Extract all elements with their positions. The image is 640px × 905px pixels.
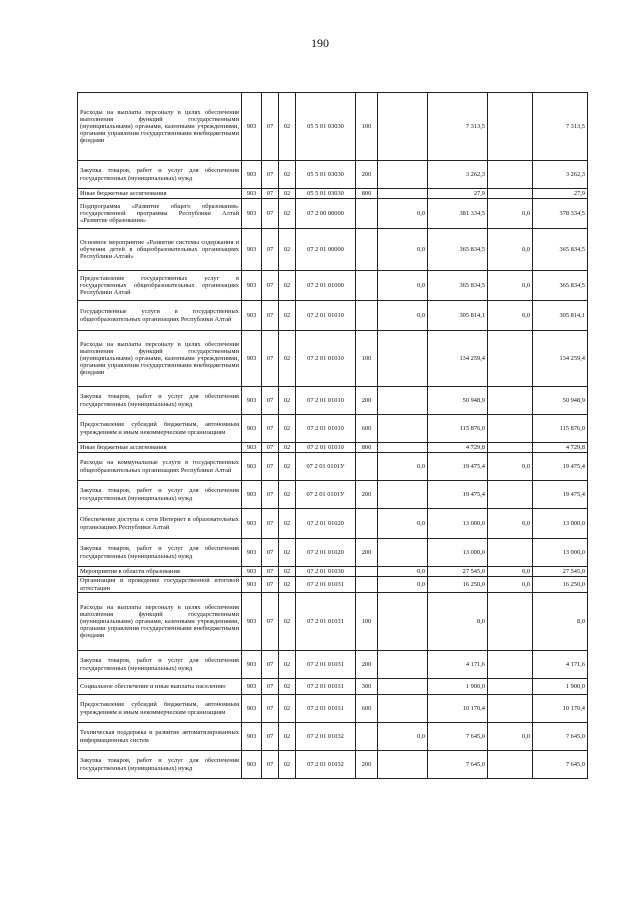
row-amount-2: 4 171,6 [428,651,488,679]
table-row [78,331,588,387]
row-ministry-code: 903 [242,577,262,593]
row-amount-2: 27,9 [428,189,488,199]
row-amount-2: 1 900,0 [428,679,488,695]
budget-table [77,92,588,779]
row-target-article: 07 2 01 01032 [296,723,356,751]
row-amount-4: 50 948,9 [533,387,588,415]
row-target-article: 07 2 01 01000 [296,271,356,301]
row-expense-type [356,577,378,593]
row-amount-2: 134 259,4 [428,331,488,387]
row-ministry-code: 903 [242,453,262,481]
row-description: Закупка товаров, работ и услуг для обеспечения государственных (муниципальных) нужд [78,751,242,779]
table-row [78,539,588,567]
row-amount-3 [488,415,533,443]
row-amount-2: 13 000,0 [428,509,488,539]
row-target-article: 07 2 01 01031 [296,593,356,651]
row-amount-2: 16 250,0 [428,577,488,593]
row-section-code: 07 [262,415,279,443]
row-amount-1 [378,161,428,189]
row-subsection-code: 02 [279,751,296,779]
row-target-article: 07 2 00 00000 [296,199,356,229]
table-row [78,567,588,577]
row-target-article: 07 2 01 01030 [296,567,356,577]
row-amount-2: 115 876,0 [428,415,488,443]
row-amount-3: 0,0 [488,199,533,229]
row-ministry-code: 903 [242,301,262,331]
row-amount-2: 27 545,0 [428,567,488,577]
row-expense-type: 200 [356,161,378,189]
row-subsection-code: 02 [279,161,296,189]
table-row [78,453,588,481]
row-subsection-code: 02 [279,229,296,271]
row-expense-type [356,301,378,331]
row-ministry-code: 903 [242,199,262,229]
row-description: Закупка товаров, работ и услуг для обеспечения государственных (муниципальных) нужд [78,481,242,509]
row-amount-4: 27 545,0 [533,567,588,577]
table-row [78,189,588,199]
page-number: 190 [311,36,329,50]
row-ministry-code: 903 [242,593,262,651]
row-target-article: 07 2 01 01010 [296,331,356,387]
table-row [78,695,588,723]
row-description: Предоставление субсидий бюджетным, автономным учреждениям и иным некоммерческим организациям [78,415,242,443]
row-section-code: 07 [262,723,279,751]
row-description: Расходы на выплаты персоналу в целях обеспечения выполнения функций государственными (муниципальными) органами, казенными учреждениями, органами управления государственными внебюджетными фондами [78,593,242,651]
row-subsection-code: 02 [279,723,296,751]
row-expense-type [356,567,378,577]
row-amount-3 [488,189,533,199]
row-description: Закупка товаров, работ и услуг для обеспечения государственных (муниципальных) нужд [78,161,242,189]
row-amount-1: 0,0 [378,453,428,481]
row-amount-3 [488,539,533,567]
row-amount-4: 115 876,0 [533,415,588,443]
row-target-article: 07 2 01 01031 [296,651,356,679]
row-amount-1 [378,387,428,415]
row-expense-type: 600 [356,415,378,443]
row-expense-type: 200 [356,751,378,779]
row-amount-2: 365 834,5 [428,229,488,271]
row-ministry-code: 903 [242,723,262,751]
row-target-article: 07 2 01 01031 [296,679,356,695]
row-amount-3: 0,0 [488,229,533,271]
row-ministry-code: 903 [242,509,262,539]
row-amount-2: 305 814,1 [428,301,488,331]
row-section-code: 07 [262,443,279,453]
row-description: Основное мероприятие «Развитие системы содержания и обучения детей в общеобразовательных организациях Республики Алтай» [78,229,242,271]
row-subsection-code: 02 [279,539,296,567]
row-description: Государственные услуги в государственных общеобразовательных организациях Республики Алтай [78,301,242,331]
row-expense-type [356,271,378,301]
table-row [78,481,588,509]
row-amount-4: 378 334,5 [533,199,588,229]
row-subsection-code: 02 [279,481,296,509]
row-target-article: 07 2 01 01020 [296,539,356,567]
row-section-code: 07 [262,271,279,301]
row-subsection-code: 02 [279,331,296,387]
row-section-code: 07 [262,199,279,229]
row-description: Подпрограмма «Развитие общего образования» государственной программы Республики Алтай «Развитие образования» [78,199,242,229]
row-ministry-code: 903 [242,539,262,567]
row-amount-3: 0,0 [488,453,533,481]
row-expense-type: 600 [356,695,378,723]
row-section-code: 07 [262,229,279,271]
row-amount-2: 19 475,4 [428,453,488,481]
row-amount-1: 0,0 [378,229,428,271]
row-amount-1 [378,189,428,199]
row-expense-type [356,229,378,271]
row-ministry-code: 903 [242,271,262,301]
row-description: Мероприятия в области образования [78,567,242,577]
row-ministry-code: 903 [242,331,262,387]
table-row [78,509,588,539]
row-amount-1 [378,415,428,443]
row-amount-3: 0,0 [488,577,533,593]
row-amount-3 [488,93,533,161]
row-ministry-code: 903 [242,443,262,453]
row-amount-4: 10 170,4 [533,695,588,723]
row-target-article: 07 2 01 0101У [296,481,356,509]
row-amount-1 [378,651,428,679]
row-section-code: 07 [262,509,279,539]
row-section-code: 07 [262,679,279,695]
row-amount-1: 0,0 [378,509,428,539]
row-amount-1: 0,0 [378,723,428,751]
row-amount-1 [378,593,428,651]
row-target-article: 07 2 01 00000 [296,229,356,271]
row-ministry-code: 903 [242,189,262,199]
row-section-code: 07 [262,161,279,189]
row-subsection-code: 02 [279,695,296,723]
row-target-article: 07 2 01 01010 [296,443,356,453]
row-expense-type [356,453,378,481]
row-expense-type: 800 [356,443,378,453]
row-target-article: 05 5 01 03030 [296,161,356,189]
row-section-code: 07 [262,593,279,651]
row-amount-4: 365 834,5 [533,229,588,271]
row-subsection-code: 02 [279,577,296,593]
row-subsection-code: 02 [279,567,296,577]
row-amount-1 [378,331,428,387]
row-section-code: 07 [262,331,279,387]
row-subsection-code: 02 [279,679,296,695]
row-amount-2: 19 475,4 [428,481,488,509]
table-row [78,271,588,301]
row-amount-2: 8,0 [428,593,488,651]
row-description: Предоставление государственных услуг в государственных общеобразовательных организациях Республики Алтай [78,271,242,301]
table-row [78,301,588,331]
table-row [78,161,588,189]
row-section-code: 07 [262,453,279,481]
row-amount-1: 0,0 [378,567,428,577]
row-ministry-code: 903 [242,161,262,189]
table-row [78,679,588,695]
row-description: Расходы на выплаты персоналу в целях обеспечения выполнения функций государственными (муниципальными) органами, казенными учреждениями, органами управления государственными внебюджетными фондами [78,93,242,161]
table-row [78,415,588,443]
row-target-article: 05 5 01 03030 [296,93,356,161]
row-description: Закупка товаров, работ и услуг для обеспечения государственных (муниципальных) нужд [78,539,242,567]
row-description: Закупка товаров, работ и услуг для обеспечения государственных (муниципальных) нужд [78,651,242,679]
row-amount-3 [488,679,533,695]
row-amount-4: 4 729,8 [533,443,588,453]
row-amount-4: 305 814,1 [533,301,588,331]
table-row [78,751,588,779]
row-section-code: 07 [262,751,279,779]
row-section-code: 07 [262,481,279,509]
row-amount-4: 3 262,3 [533,161,588,189]
row-amount-4: 8,0 [533,593,588,651]
row-target-article: 07 2 01 0101У [296,453,356,481]
row-ministry-code: 903 [242,387,262,415]
row-expense-type: 100 [356,593,378,651]
row-ministry-code: 903 [242,567,262,577]
row-target-article: 05 5 01 03030 [296,189,356,199]
row-section-code: 07 [262,93,279,161]
row-amount-4: 19 475,4 [533,481,588,509]
table-row [78,93,588,161]
row-amount-1: 0,0 [378,271,428,301]
row-ministry-code: 903 [242,695,262,723]
row-expense-type: 800 [356,189,378,199]
row-expense-type: 200 [356,651,378,679]
row-expense-type [356,199,378,229]
row-amount-3: 0,0 [488,567,533,577]
row-target-article: 07 2 01 01010 [296,415,356,443]
row-ministry-code: 903 [242,93,262,161]
row-amount-3 [488,593,533,651]
table-row [78,229,588,271]
row-section-code: 07 [262,651,279,679]
row-ministry-code: 903 [242,751,262,779]
row-section-code: 07 [262,695,279,723]
row-amount-2: 7 645,0 [428,723,488,751]
row-amount-1 [378,539,428,567]
row-expense-type: 200 [356,387,378,415]
table-row [78,199,588,229]
row-description: Обеспечение доступа к сети Интернет в образовательных организациях Республики Алтай [78,509,242,539]
row-subsection-code: 02 [279,593,296,651]
row-section-code: 07 [262,577,279,593]
row-subsection-code: 02 [279,453,296,481]
row-amount-4: 7 645,0 [533,723,588,751]
row-amount-1 [378,443,428,453]
row-ministry-code: 903 [242,651,262,679]
row-subsection-code: 02 [279,443,296,453]
row-expense-type: 200 [356,539,378,567]
row-amount-3 [488,695,533,723]
row-subsection-code: 02 [279,651,296,679]
row-section-code: 07 [262,301,279,331]
row-amount-4: 365 834,5 [533,271,588,301]
table-row [78,651,588,679]
row-ministry-code: 903 [242,679,262,695]
row-amount-2: 10 170,4 [428,695,488,723]
row-amount-3: 0,0 [488,723,533,751]
table-body [78,93,588,779]
row-amount-3 [488,443,533,453]
row-amount-3 [488,651,533,679]
table-row [78,723,588,751]
row-target-article: 07 2 01 01010 [296,387,356,415]
row-amount-3 [488,161,533,189]
row-subsection-code: 02 [279,301,296,331]
row-target-article: 07 2 01 01032 [296,751,356,779]
table-row [78,593,588,651]
row-description: Закупка товаров, работ и услуг для обеспечения государственных (муниципальных) нужд [78,387,242,415]
row-subsection-code: 02 [279,93,296,161]
row-expense-type: 300 [356,679,378,695]
row-description: Иные бюджетные ассигнования [78,443,242,453]
row-amount-4: 7 313,5 [533,93,588,161]
row-section-code: 07 [262,387,279,415]
row-amount-3 [488,481,533,509]
row-amount-4: 13 000,0 [533,539,588,567]
row-section-code: 07 [262,539,279,567]
table-row [78,387,588,415]
row-amount-4: 134 259,4 [533,331,588,387]
row-expense-type [356,509,378,539]
row-amount-1: 0,0 [378,301,428,331]
row-amount-4: 13 000,0 [533,509,588,539]
row-section-code: 07 [262,189,279,199]
row-amount-3 [488,331,533,387]
row-amount-4: 19 475,4 [533,453,588,481]
row-subsection-code: 02 [279,199,296,229]
row-subsection-code: 02 [279,387,296,415]
row-amount-4: 4 171,6 [533,651,588,679]
row-amount-2: 3 262,3 [428,161,488,189]
row-subsection-code: 02 [279,509,296,539]
row-amount-1 [378,93,428,161]
row-target-article: 07 2 01 01010 [296,301,356,331]
row-target-article: 07 2 01 01031 [296,695,356,723]
row-amount-3: 0,0 [488,271,533,301]
row-amount-1: 0,0 [378,199,428,229]
row-amount-1 [378,481,428,509]
row-amount-3: 0,0 [488,301,533,331]
row-amount-1 [378,679,428,695]
row-target-article: 07 2 01 01020 [296,509,356,539]
row-expense-type: 200 [356,481,378,509]
row-expense-type: 100 [356,331,378,387]
row-subsection-code: 02 [279,415,296,443]
row-description: Предоставление субсидий бюджетным, автономным учреждениям и иным некоммерческим организациям [78,695,242,723]
row-amount-2: 13 000,0 [428,539,488,567]
row-amount-3 [488,751,533,779]
row-amount-2: 7 313,5 [428,93,488,161]
row-amount-1: 0,0 [378,577,428,593]
row-amount-2: 365 834,5 [428,271,488,301]
row-expense-type: 100 [356,93,378,161]
table-row [78,577,588,593]
row-amount-4: 7 645,0 [533,751,588,779]
row-target-article: 07 2 01 01031 [296,577,356,593]
row-amount-1 [378,751,428,779]
row-description: Расходы на коммунальные услуги в государственных общеобразовательных организациях Республики Алтай [78,453,242,481]
row-ministry-code: 903 [242,415,262,443]
row-amount-2: 7 645,0 [428,751,488,779]
row-description: Организация и проведение государственной итоговой аттестации [78,577,242,593]
row-description: Расходы на выплаты персоналу в целях обеспечения выполнения функций государственными (муниципальными) органами, казенными учреждениями, органами управления государственными внебюджетными фондами [78,331,242,387]
row-subsection-code: 02 [279,271,296,301]
row-amount-4: 1 900,0 [533,679,588,695]
row-amount-1 [378,695,428,723]
row-amount-4: 16 250,0 [533,577,588,593]
row-amount-2: 50 948,9 [428,387,488,415]
row-subsection-code: 02 [279,189,296,199]
row-description: Техническая поддержка и развитие автоматизированных информационных систем [78,723,242,751]
row-amount-4: 27,9 [533,189,588,199]
row-description: Иные бюджетные ассигнования [78,189,242,199]
row-amount-2: 381 334,5 [428,199,488,229]
row-amount-2: 4 729,8 [428,443,488,453]
row-ministry-code: 903 [242,229,262,271]
row-ministry-code: 903 [242,481,262,509]
row-description: Социальное обеспечение и иные выплаты населению [78,679,242,695]
row-amount-3: 0,0 [488,509,533,539]
row-section-code: 07 [262,567,279,577]
table-row [78,443,588,453]
row-expense-type [356,723,378,751]
row-amount-3 [488,387,533,415]
